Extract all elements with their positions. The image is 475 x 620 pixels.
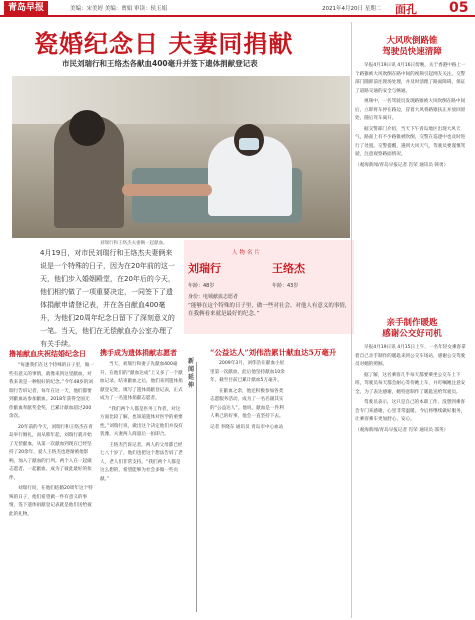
article-4-title-line2: 驾驶员快速清障: [382, 47, 442, 57]
article-5-byline: （观海新闻/青岛早报记者 肖荣 通讯员 邵英）: [355, 427, 449, 433]
profile-age-1: 年龄：48岁: [188, 283, 215, 289]
column-2-para: 王络杰告诉记者，两人的父母都已经七八十岁了，他们也把这个想法告诉了老人，老人们非常支持。“我们两个人都是这么想的，希望能够为社会多做一些贡献。”: [100, 442, 183, 482]
column-3-title: “公益达人”刘伟浩累计献血达5万毫升: [210, 348, 337, 357]
divider: [196, 362, 197, 612]
article-column-3: [210, 348, 337, 618]
column-3-para: 在献血之余，他还积极参加各类志愿服务活动，成为了一名名副其实的“公益达人”。他说，献血是一件利人利己的好事，他会一直坚持下去。: [210, 388, 284, 419]
column-divider: [351, 22, 352, 618]
article-bus-driver: [355, 318, 469, 618]
newspaper-logo: 青岛早报: [4, 1, 48, 15]
profile-identity: 身份：电城献血志愿者: [188, 294, 239, 300]
column-2-para: “我们两个人都是医务工作者，对这方面比较了解，也知道遗体对医学的重要性。”刘瑞行说，做出这个决定他们并没有犹豫，夫妻两人商量后一拍即合。: [100, 406, 183, 437]
main-headline: 瓷婚纪念日 夫妻同捐献: [34, 29, 294, 58]
photo-caption: 刘瑞行和王络杰夫妻俩一起献血。: [100, 241, 168, 246]
profile-card: [184, 240, 354, 334]
issue-date: 2021年4月20日 星期二: [322, 6, 382, 12]
section-name: 面孔: [395, 3, 417, 16]
column-2-title: 携手成为遗体捐献志愿者: [100, 348, 177, 357]
news-extension-label: 新闻延伸: [188, 358, 195, 389]
column-2-para: 当天，刘瑞行和妻子先献血400毫升，在他们的“献血达成”上又多了一个献血记录。结束献血之后，他们来到遗体捐献登记处，填写了遗体捐献登记表，正式成为了一名遗体捐献志愿者。: [100, 362, 183, 401]
article-column-1: [9, 349, 94, 619]
article-wind-cones: [355, 36, 469, 302]
photo-background: [12, 76, 350, 124]
column-3-byline: 记者 李晓东 通讯员 青岛市中心血站: [210, 424, 284, 430]
article-4-title-line1: 大风吹倒路锥: [386, 36, 438, 46]
photo-mask: [239, 138, 259, 150]
column-1-title: 撸袖献血庆祝结婚纪念日: [9, 349, 86, 358]
article-4-para: 视频中，一名驾驶员发现路锥被大风吹倒在路中间后，立即将车停在路边，冒着大风将路锥扶正并放回原处，随后驾车离开。: [355, 99, 466, 121]
page-header: [0, 0, 475, 17]
editor-credits: 美编：宋美婷 美编：贾娟 审读：侯玉娟: [70, 6, 167, 12]
article-4-para: 早报4月19日讯 4月16日傍晚，关于香港中路上一个路锥被大风吹倒在路中间的视频引起网友关注。交警部门随即前往现场处理，并及时清理了路面障碍，保证了道路交通的安全与畅通。: [355, 63, 466, 94]
article-4-para: 据交警部门介绍，当天下午青岛地区出现大风天气，路面上有不少路锥被吹倒，交警在巡逻中也及时进行了处置。交警提醒，遇到大风天气，驾驶员要谨慎驾驶，注意观察路面情况。: [355, 126, 466, 157]
column-1-para: 20年前的今天，刘瑞行和王络杰在青岛举行婚礼，而从那年起，刘瑞行就开始了无偿献血，从第一次献血到现在已经坚持了20余年，爱人王络杰也逐渐被他影响，加入了献血的行列。两个人在一起做志愿者、一起献血，成为了彼此最好的伙伴。: [9, 424, 93, 481]
lead-paragraph: 4月19日，对市民刘瑞行和王络杰夫妻俩来说是一个特殊的日子，因为在20年前的这一天，他们步入婚姻殿堂，在20年后的今天，他们相约做了一项重要决定，一同签下了遗体捐献申请登记表，并在各自献血400毫升，为他们20周年纪念日留下了深刻意义的一笔。当天，他们在无偿献血办公室办理了有关手续。: [40, 249, 175, 348]
article-5-para: 驾驶员表示，这只是自己的本职工作，没想到乘客会专门来感谢，心里非常温暖。今后将继续做好服务，让乘客乘车更加舒心、安心。: [355, 400, 466, 422]
article-5-para: 早报4月19日讯 4月15日上午，一名年轻女乘客拿着自己亲手制作的暖匙来到公交车场站，感谢公交驾驶员对她的照顾。: [355, 345, 466, 367]
article-column-2: [100, 348, 184, 618]
profile-name-1: 刘瑞行: [188, 262, 221, 275]
photo-arm: [122, 184, 212, 196]
news-photo: [12, 76, 350, 238]
profile-quote: “能够在这个特殊的日子里，做一些对社会、对他人有意义的事情，在我俩看来就是最好的纪念。”: [188, 303, 351, 317]
profile-name-2: 王络杰: [272, 262, 305, 275]
photo-man-head: [69, 110, 105, 146]
article-4-byline: （观海新闻/青岛早报记者 肖荣 通讯员 韩勇）: [355, 162, 449, 168]
profile-age-2: 年龄：43岁: [272, 283, 299, 289]
profile-label: 人物名片: [232, 250, 263, 256]
article-5-title-line1: 亲手制作暖匙: [386, 318, 438, 328]
column-1-para: 刘瑞行说，在他们结婚20周年这个特殊的日子，他们希望做一件有意义的事情，签下遗体捐献登记表就是他们送给彼此的礼物。: [9, 486, 93, 517]
article-5-para: 据了解，这名乘客几乎每天都要乘坐公交车上下班，驾驶员每天都会耐心等待她上车，并叮嘱她注意安全。为了表达感谢，她特意制作了暖匙送给驾驶员。: [355, 372, 466, 395]
column-1-para: “每逢我们在这个特殊的日子里，做一些有意义的事情，就像来到这里献血，对我来说是一种很好的纪念。”今年48岁的刘瑞行告诉记者，每年在这一天，他们都要到献血站参加献血。2018年获得全国无偿献血奉献奖金奖，已累计献血超过200余次。: [9, 363, 94, 419]
article-5-title-line2: 感谢公交好司机: [382, 329, 442, 339]
sub-headline: 市民刘瑞行和王络杰各献血400毫升并签下遗体捐献登记表: [62, 59, 258, 68]
page-number: 05: [449, 0, 469, 16]
column-3-para: 2009年3月，刘伟浩在献血小屋里第一次献血，此后他坚持献血10余年，截至目前已累计献血5万毫升。: [210, 361, 285, 383]
